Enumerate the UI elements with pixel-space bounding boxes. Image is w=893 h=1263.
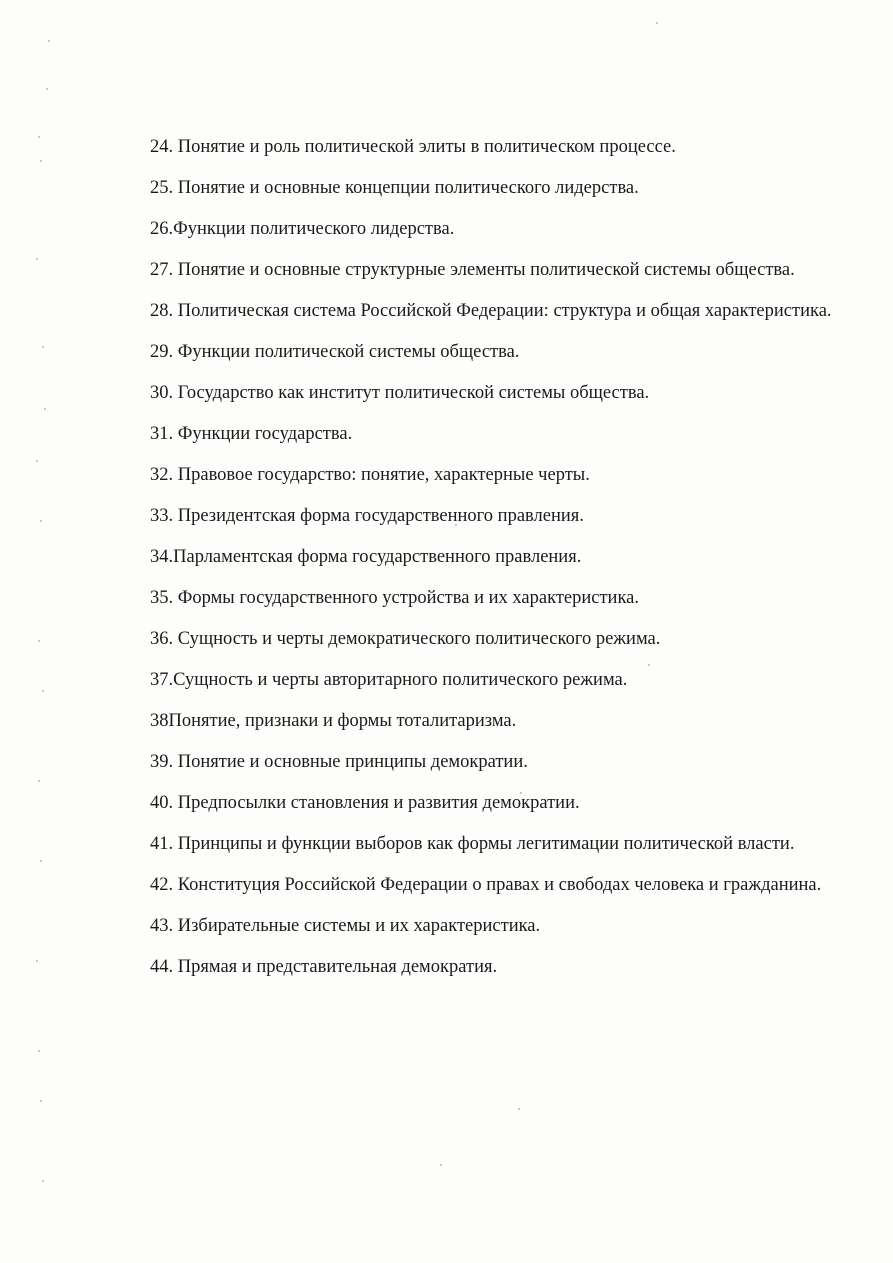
list-item: 42. Конституция Российской Федерации о правах и свободах человека и гражданина.: [150, 875, 822, 895]
list-item: 31. Функции государства.: [150, 424, 353, 444]
list-item: 40. Предпосылки становления и развития демократии.: [150, 793, 580, 813]
list-item: 24. Понятие и роль политической элиты в политическом процессе.: [150, 137, 676, 157]
list-item: 30. Государство как институт политической системы общества.: [150, 383, 650, 403]
list-item: 44. Прямая и представительная демократия.: [150, 957, 498, 977]
list-item: 33. Президентская форма государственного правления.: [150, 506, 584, 526]
list-item: 41. Принципы и функции выборов как формы легитимации политической власти.: [150, 834, 795, 854]
list-item: 29. Функции политической системы общества.: [150, 342, 520, 362]
list-item: 28. Политическая система Российской Федерации: структура и общая характеристика.: [150, 301, 832, 321]
question-list: [150, 136, 836, 997]
list-item: 38Понятие, признаки и формы тоталитаризма.: [150, 711, 517, 731]
list-item: 37.Сущность и черты авторитарного политического режима.: [150, 670, 628, 690]
list-item: 26.Функции политического лидерства.: [150, 219, 455, 239]
list-item: 39. Понятие и основные принципы демократии.: [150, 752, 528, 772]
list-item: 34.Парламентская форма государственного правления.: [150, 547, 582, 567]
list-item: 25. Понятие и основные концепции политического лидерства.: [150, 178, 639, 198]
list-item: 35. Формы государственного устройства и их характеристика.: [150, 588, 640, 608]
list-item: 32. Правовое государство: понятие, характерные черты.: [150, 465, 590, 485]
list-item: 43. Избирательные системы и их характеристика.: [150, 916, 541, 936]
list-item: 36. Сущность и черты демократического политического режима.: [150, 629, 661, 649]
list-item: 27. Понятие и основные структурные элементы политической системы общества.: [150, 260, 795, 280]
